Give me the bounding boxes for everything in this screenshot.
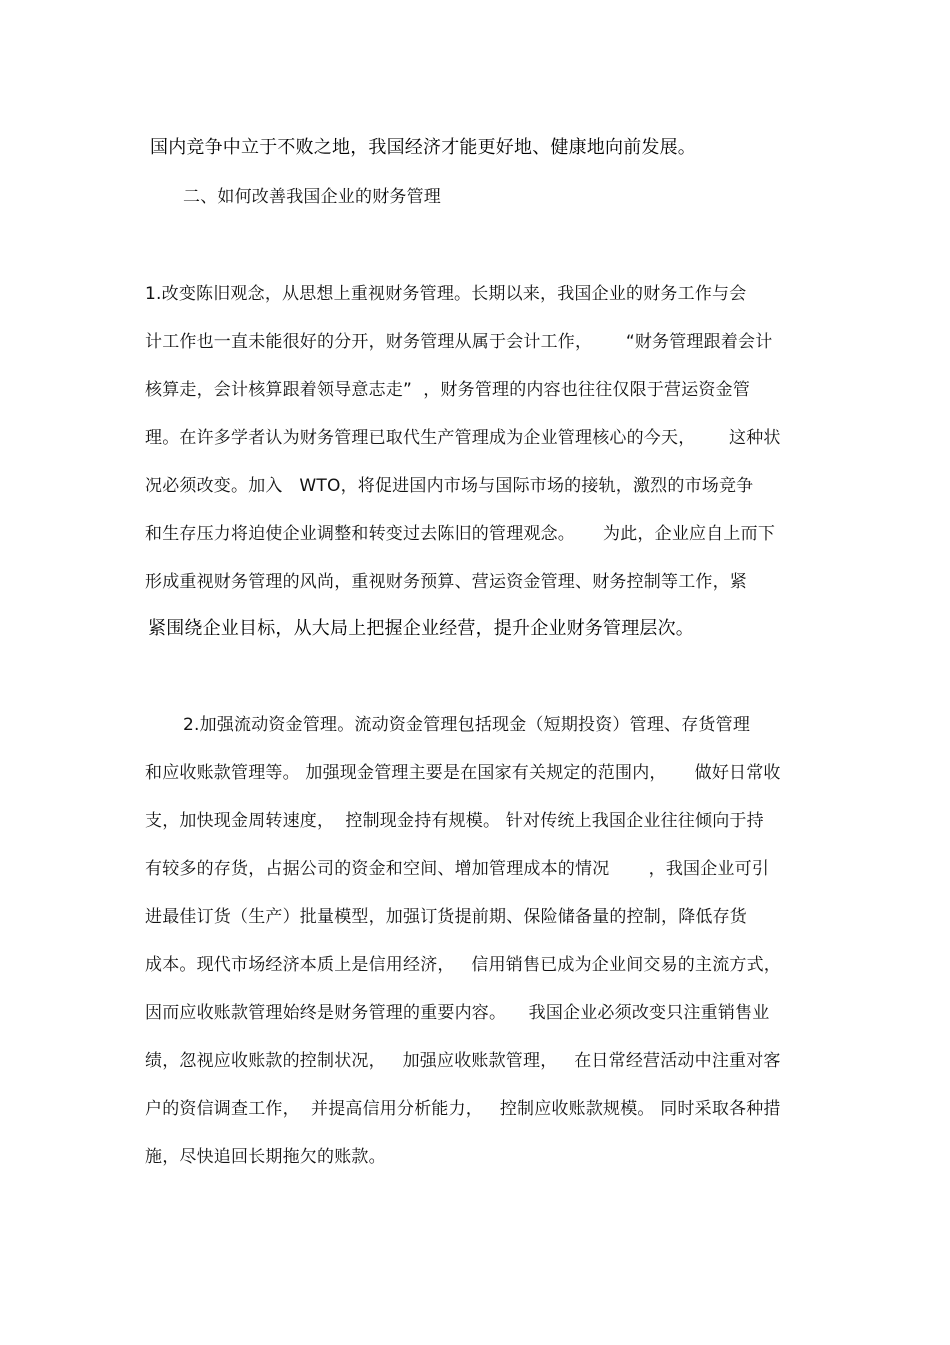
paragraph-line: 和生存压力将迫使企业调整和转变过去陈旧的管理观念。 为此，企业应自上而下 xyxy=(145,524,776,544)
paragraph-line: 1.改变陈旧观念，从思想上重视财务管理。长期以来，我国企业的财务工作与会 xyxy=(145,284,747,304)
paragraph-line: 进最佳订货（生产）批量模型，加强订货提前期、保险储备量的控制，降低存货 xyxy=(145,907,747,927)
paragraph-line: 支，加快现金周转速度， 控制现金持有规模。 针对传统上我国企业往往倾向于持 xyxy=(145,811,764,831)
paragraph-line: 施，尽快追回长期拖欠的账款。 xyxy=(145,1147,386,1167)
paragraph-line: 户的资信调查工作， 并提高信用分析能力， 控制应收账款规模。 同时采取各种措 xyxy=(145,1099,781,1119)
paragraph-line: 和应收账款管理等。 加强现金管理主要是在国家有关规定的范围内， 做好日常收 xyxy=(145,763,781,783)
paragraph-line: 紧围绕企业目标，从大局上把握企业经营，提升企业财务管理层次。 xyxy=(148,618,694,639)
paragraph-line: 理。在许多学者认为财务管理已取代生产管理成为企业管理核心的今天， 这种状 xyxy=(145,428,781,448)
section-heading: 二、如何改善我国企业的财务管理 xyxy=(183,187,441,207)
paragraph-line: 因而应收账款管理始终是财务管理的重要内容。 我国企业必须改变只注重销售业 xyxy=(145,1003,770,1023)
intro-line: 国内竞争中立于不败之地，我国经济才能更好地、健康地向前发展。 xyxy=(150,137,696,158)
paragraph-line: 有较多的存货，占据公司的资金和空间、增加管理成本的情况 ，我国企业可引 xyxy=(145,859,770,879)
paragraph-line: 计工作也一直未能很好的分开，财务管理从属于会计工作， “财务管理跟着会计 xyxy=(145,332,773,352)
paragraph-line: 成本。现代市场经济本质上是信用经济， 信用销售已成为企业间交易的主流方式， xyxy=(145,955,782,975)
paragraph-line: 2.加强流动资金管理。流动资金管理包括现金（短期投资）管理、存货管理 xyxy=(183,715,751,735)
paragraph-line: 况必须改变。加入 WTO，将促进国内市场与国际市场的接轨，激烈的市场竞争 xyxy=(145,476,754,496)
paragraph-line: 形成重视财务管理的风尚，重视财务预算、营运资金管理、财务控制等工作，紧 xyxy=(145,572,747,592)
paragraph-line: 核算走，会计核算跟着领导意志走” ，财务管理的内容也往往仅限于营运资金管 xyxy=(145,380,751,400)
paragraph-line: 绩，忽视应收账款的控制状况， 加强应收账款管理， 在日常经营活动中注重对客 xyxy=(145,1051,781,1071)
